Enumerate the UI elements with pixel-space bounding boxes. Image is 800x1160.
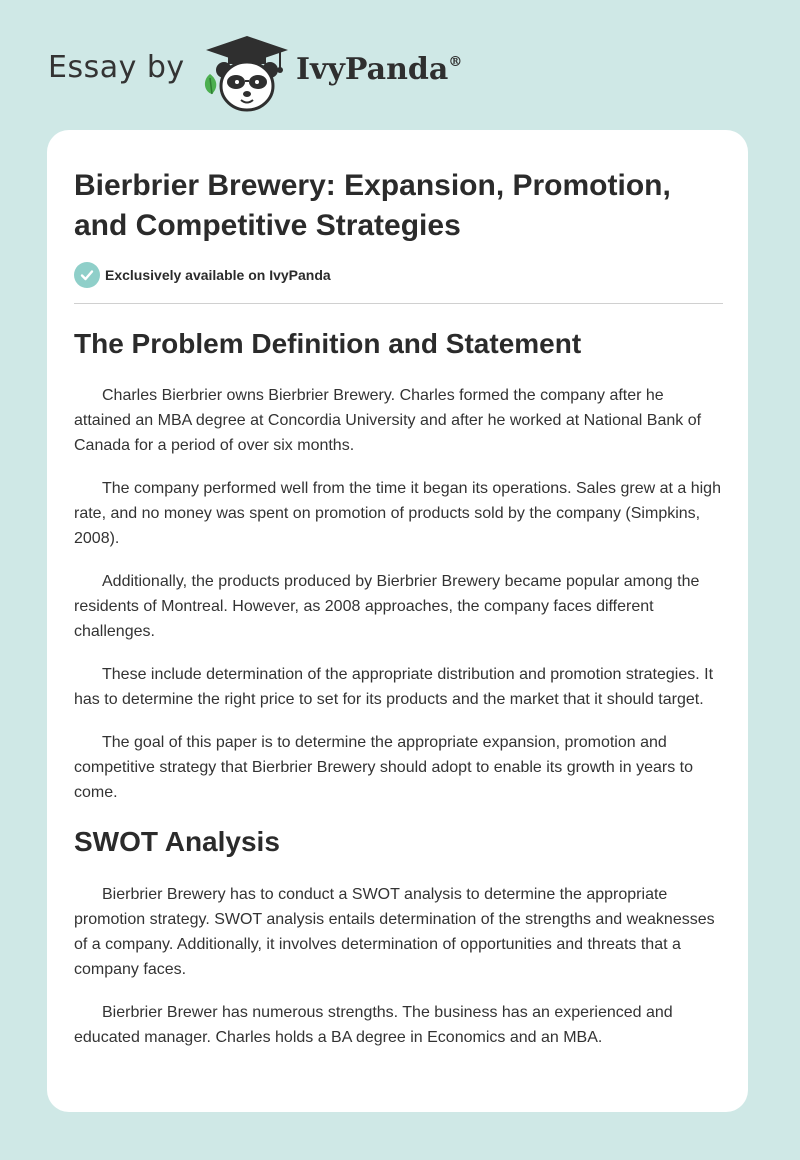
paragraph: Charles Bierbrier owns Bierbrier Brewery. Charles formed the company after he attained an MBA degree at Concordia University and after he worked at National Bank of Canada for a period of over six months. <box>74 387 702 454</box>
paragraph: These include determination of the appropriate distribution and promotion strategies. It has to determine the right price to set for its products and the market that it should target. <box>74 666 714 708</box>
divider <box>74 303 723 304</box>
paragraph: Bierbrier Brewery has to conduct a SWOT analysis to determine the appropriate promotion strategy. SWOT analysis entails determination of the strengths and weaknesses of a company. Additionally, it involves determination of opportunities and threats that a company faces. <box>74 886 715 978</box>
registered-mark: ® <box>448 54 463 70</box>
paragraph: The company performed well from the time it began its operations. Sales grew at a high rate, and no money was spent on promotion of products sold by the company (Simpkins, 2008). <box>74 480 721 547</box>
essay-by-label: Essay by <box>48 50 185 85</box>
site-header <box>0 0 800 130</box>
brand-label: IvyPanda <box>296 52 449 87</box>
panda-logo-icon[interactable] <box>200 34 294 114</box>
section-heading: The Problem Definition and Statement <box>74 328 582 359</box>
exclusive-badge <box>74 262 331 288</box>
brand-name[interactable] <box>296 52 462 87</box>
section-heading: SWOT Analysis <box>74 826 280 857</box>
page-title: Bierbrier Brewery: Expansion, Promotion, and Competitive Strategies <box>74 169 671 242</box>
paragraph: Bierbrier Brewer has numerous strengths. The business has an experienced and educated manager. Charles holds a BA degree in Economics and an MBA. <box>74 1004 673 1046</box>
essay-content <box>74 325 724 1068</box>
paragraph: The goal of this paper is to determine the appropriate expansion, promotion and competitive strategy that Bierbrier Brewery should adopt to enable its growth in years to come. <box>74 734 693 801</box>
check-icon <box>74 262 100 288</box>
badge-label: Exclusively available on IvyPanda <box>105 267 331 283</box>
paragraph: Additionally, the products produced by Bierbrier Brewery became popular among the residents of Montreal. However, as 2008 approaches, the company faces different challenges. <box>74 573 700 640</box>
essay-card <box>47 130 748 1112</box>
